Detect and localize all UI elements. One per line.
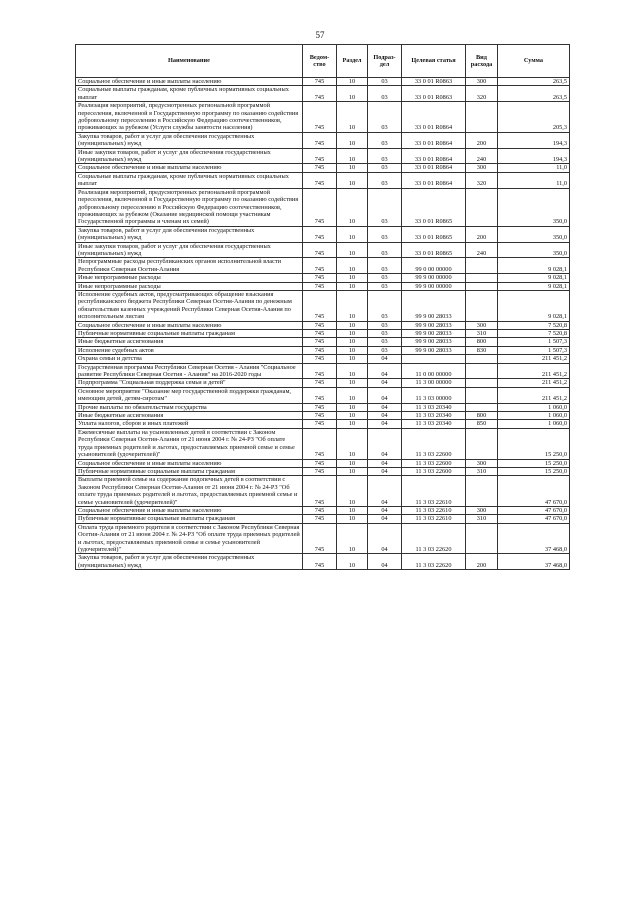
cell-ved: 745 — [303, 274, 337, 282]
cell-name: Иные непрограммные расходы — [76, 282, 303, 290]
cell-ved: 745 — [303, 554, 337, 570]
cell-podrazdel: 04 — [368, 506, 402, 514]
cell-name: Социальные выплаты гражданам, кроме публичных нормативных социальных выплат — [76, 86, 303, 102]
cell-ved: 745 — [303, 226, 337, 242]
cell-sum: 37 468,0 — [498, 554, 570, 570]
cell-ved: 745 — [303, 242, 337, 258]
cell-vid — [466, 379, 498, 387]
cell-vid — [466, 428, 498, 459]
cell-article: 33 0 01 R0864 — [402, 172, 466, 188]
cell-name: Публичные нормативные социальные выплаты гражданам — [76, 467, 303, 475]
cell-sum: 263,5 — [498, 78, 570, 86]
cell-article: 11 3 03 22620 — [402, 523, 466, 554]
cell-vid: 300 — [466, 164, 498, 172]
table-row — [76, 554, 570, 570]
cell-name: Реализация мероприятий, предусмотренных региональной программой переселения, включенной в Государственную программу по оказанию содействия добровольному переселению в Российскую Федерацию соотечественников, проживающих за рубежом (Оказание медицинской помощи участникам Государственной программы и членам их семей) — [76, 188, 303, 226]
cell-razdel: 10 — [337, 420, 368, 428]
cell-razdel: 10 — [337, 506, 368, 514]
cell-ved: 745 — [303, 515, 337, 523]
cell-podrazdel: 03 — [368, 188, 402, 226]
cell-razdel: 10 — [337, 290, 368, 321]
cell-article: 11 3 03 00000 — [402, 387, 466, 403]
cell-razdel: 10 — [337, 459, 368, 467]
cell-article: 11 3 03 22610 — [402, 515, 466, 523]
cell-razdel: 10 — [337, 132, 368, 148]
cell-podrazdel: 03 — [368, 258, 402, 274]
cell-razdel: 10 — [337, 164, 368, 172]
cell-ved: 745 — [303, 282, 337, 290]
cell-vid: 320 — [466, 86, 498, 102]
cell-vid — [466, 102, 498, 133]
cell-vid: 200 — [466, 132, 498, 148]
cell-razdel: 10 — [337, 346, 368, 354]
cell-vid: 300 — [466, 506, 498, 514]
cell-sum: 211 451,2 — [498, 363, 570, 379]
cell-razdel: 10 — [337, 387, 368, 403]
cell-razdel: 10 — [337, 467, 368, 475]
cell-podrazdel: 03 — [368, 282, 402, 290]
cell-razdel: 10 — [337, 86, 368, 102]
cell-razdel: 10 — [337, 338, 368, 346]
cell-vid: 200 — [466, 554, 498, 570]
cell-ved: 745 — [303, 476, 337, 507]
cell-ved: 745 — [303, 188, 337, 226]
cell-ved: 745 — [303, 164, 337, 172]
table-row — [76, 282, 570, 290]
cell-podrazdel: 04 — [368, 387, 402, 403]
cell-ved: 745 — [303, 290, 337, 321]
cell-article: 11 3 03 22620 — [402, 554, 466, 570]
cell-razdel: 10 — [337, 355, 368, 363]
table-row — [76, 226, 570, 242]
table-row — [76, 188, 570, 226]
cell-sum: 47 670,0 — [498, 476, 570, 507]
table-row — [76, 132, 570, 148]
table-row — [76, 172, 570, 188]
cell-ved: 745 — [303, 379, 337, 387]
cell-vid: 850 — [466, 420, 498, 428]
cell-razdel: 10 — [337, 403, 368, 411]
cell-article: 33 0 01 R0864 — [402, 148, 466, 164]
cell-name: Исполнение судебных актов — [76, 346, 303, 354]
cell-razdel: 10 — [337, 148, 368, 164]
cell-name: Исполнение судебных актов, предусматривающих обращение взыскания республиканского бюджета Республики Северная Осетия-Алания по денежным обязательствам казенных учреждений Республики Северная Осетия-Алания по исполнительным листам — [76, 290, 303, 321]
cell-vid: 310 — [466, 330, 498, 338]
cell-article: 11 3 03 22600 — [402, 428, 466, 459]
cell-article: 11 3 03 22600 — [402, 467, 466, 475]
cell-article: 11 3 03 22610 — [402, 506, 466, 514]
cell-razdel: 10 — [337, 226, 368, 242]
cell-razdel: 10 — [337, 321, 368, 329]
cell-name: Охрана семьи и детства — [76, 355, 303, 363]
cell-sum: 7 520,8 — [498, 330, 570, 338]
cell-name: Прочие выплаты по обязательствам государства — [76, 403, 303, 411]
cell-podrazdel: 03 — [368, 346, 402, 354]
cell-ved: 745 — [303, 172, 337, 188]
cell-podrazdel: 03 — [368, 321, 402, 329]
cell-vid — [466, 363, 498, 379]
cell-name: Реализация мероприятий, предусмотренных региональной программой переселения, включенной в Государственную программу по оказанию содействия добровольному переселению в Российскую Федерацию соотечественников, проживающих за рубежом (Услуги службы занятости населения) — [76, 102, 303, 133]
cell-razdel: 10 — [337, 363, 368, 379]
cell-podrazdel: 03 — [368, 290, 402, 321]
cell-razdel: 10 — [337, 515, 368, 523]
table-row — [76, 428, 570, 459]
cell-name: Ежемесячные выплаты на усыновленных детей в соответствии с Законом Республики Северная Осетия-Алания от 21 июня 2004 г. № 24-РЗ "Об оплате труда приемных родителей и льготах, предоставляемых приемной семье и семье усыновителей (удочерителей)" — [76, 428, 303, 459]
cell-razdel: 10 — [337, 282, 368, 290]
cell-article: 99 9 00 28033 — [402, 346, 466, 354]
cell-name: Иные бюджетные ассигнования — [76, 338, 303, 346]
table-row — [76, 242, 570, 258]
cell-sum: 205,3 — [498, 102, 570, 133]
cell-razdel: 10 — [337, 554, 368, 570]
cell-razdel: 10 — [337, 330, 368, 338]
table-row — [76, 506, 570, 514]
cell-vid: 830 — [466, 346, 498, 354]
cell-vid: 240 — [466, 148, 498, 164]
cell-name: Непрограммные расходы республиканских органов исполнительной власти Республики Северная Осетия-Алания — [76, 258, 303, 274]
cell-ved: 745 — [303, 355, 337, 363]
cell-podrazdel: 04 — [368, 355, 402, 363]
cell-article: 11 3 00 00000 — [402, 379, 466, 387]
cell-podrazdel: 04 — [368, 403, 402, 411]
cell-podrazdel: 03 — [368, 274, 402, 282]
cell-vid — [466, 258, 498, 274]
cell-podrazdel: 04 — [368, 459, 402, 467]
cell-sum: 9 028,1 — [498, 274, 570, 282]
table-row — [76, 164, 570, 172]
table-row — [76, 412, 570, 420]
cell-sum: 211 451,2 — [498, 387, 570, 403]
header-article: Целевая статья — [402, 45, 466, 78]
cell-ved: 745 — [303, 148, 337, 164]
cell-vid: 240 — [466, 242, 498, 258]
cell-podrazdel: 04 — [368, 515, 402, 523]
cell-podrazdel: 03 — [368, 148, 402, 164]
cell-vid — [466, 355, 498, 363]
cell-ved: 745 — [303, 346, 337, 354]
cell-podrazdel: 04 — [368, 523, 402, 554]
cell-ved: 745 — [303, 523, 337, 554]
cell-sum: 350,0 — [498, 188, 570, 226]
cell-podrazdel: 03 — [368, 78, 402, 86]
cell-name: Социальное обеспечение и иные выплаты населению — [76, 164, 303, 172]
cell-podrazdel: 04 — [368, 476, 402, 507]
cell-name: Оплата труда приемного родителя в соответствии с Законом Республики Северная Осетия-Алания от 21 июня 2004 г. № 24-РЗ "Об оплате труда приемных родителей и льготах, предоставляемых приемной семье и семье усыновителей (удочерителей)" — [76, 523, 303, 554]
cell-name: Государственная программа Республики Северная Осетия - Алания "Социальное развитие Республики Северная Осетия - Алания" на 2016-2020 годы — [76, 363, 303, 379]
cell-sum: 1 060,0 — [498, 403, 570, 411]
cell-name: Социальное обеспечение и иные выплаты населению — [76, 321, 303, 329]
table-row — [76, 523, 570, 554]
cell-razdel: 10 — [337, 258, 368, 274]
cell-vid — [466, 476, 498, 507]
cell-sum: 194,3 — [498, 148, 570, 164]
cell-name: Иные непрограммные расходы — [76, 274, 303, 282]
header-podrazdel: Подраз-дел — [368, 45, 402, 78]
cell-article: 11 3 03 20340 — [402, 412, 466, 420]
table-row — [76, 102, 570, 133]
cell-razdel: 10 — [337, 172, 368, 188]
cell-sum: 1 507,3 — [498, 338, 570, 346]
cell-vid — [466, 290, 498, 321]
cell-article: 99 9 00 00000 — [402, 282, 466, 290]
cell-podrazdel: 03 — [368, 86, 402, 102]
table-row — [76, 78, 570, 86]
cell-vid: 320 — [466, 172, 498, 188]
budget-table — [75, 44, 570, 570]
cell-razdel: 10 — [337, 412, 368, 420]
cell-article: 99 0 00 00000 — [402, 258, 466, 274]
cell-name: Иные бюджетные ассигнования — [76, 412, 303, 420]
cell-sum: 1 060,0 — [498, 420, 570, 428]
cell-name: Закупка товаров, работ и услуг для обеспечения государственных (муниципальных) нужд — [76, 132, 303, 148]
cell-article: 11 0 00 00000 — [402, 363, 466, 379]
cell-ved: 745 — [303, 467, 337, 475]
cell-vid: 800 — [466, 338, 498, 346]
cell-article: 99 9 00 28033 — [402, 338, 466, 346]
header-name: Наименование — [76, 45, 303, 78]
cell-article: 33 0 01 R0865 — [402, 226, 466, 242]
cell-razdel: 10 — [337, 523, 368, 554]
table-body — [76, 78, 570, 570]
cell-podrazdel: 03 — [368, 242, 402, 258]
cell-vid: 200 — [466, 226, 498, 242]
cell-ved: 745 — [303, 338, 337, 346]
cell-vid: 300 — [466, 459, 498, 467]
page-number: 57 — [315, 30, 325, 40]
table-row — [76, 346, 570, 354]
cell-article: 99 9 00 28033 — [402, 330, 466, 338]
cell-razdel: 10 — [337, 78, 368, 86]
cell-razdel: 10 — [337, 428, 368, 459]
table-row — [76, 459, 570, 467]
cell-sum: 7 520,8 — [498, 321, 570, 329]
cell-podrazdel: 03 — [368, 132, 402, 148]
table-row — [76, 274, 570, 282]
cell-article: 33 0 01 R0864 — [402, 164, 466, 172]
cell-ved: 745 — [303, 330, 337, 338]
header-vid: Вид расхода — [466, 45, 498, 78]
cell-razdel: 10 — [337, 274, 368, 282]
cell-ved: 745 — [303, 420, 337, 428]
cell-article: 11 3 03 20340 — [402, 420, 466, 428]
cell-name: Социальные выплаты гражданам, кроме публичных нормативных социальных выплат — [76, 172, 303, 188]
header-sum: Сумма — [498, 45, 570, 78]
cell-name: Подпрограмма "Социальная поддержка семьи и детей" — [76, 379, 303, 387]
cell-article: 11 3 03 22610 — [402, 476, 466, 507]
cell-ved: 745 — [303, 78, 337, 86]
cell-sum: 15 250,0 — [498, 467, 570, 475]
cell-article — [402, 355, 466, 363]
cell-vid: 300 — [466, 321, 498, 329]
cell-ved: 745 — [303, 321, 337, 329]
cell-podrazdel: 04 — [368, 554, 402, 570]
cell-name: Социальное обеспечение и иные выплаты населению — [76, 506, 303, 514]
cell-name: Закупка товаров, работ и услуг для обеспечения государственных (муниципальных) нужд — [76, 554, 303, 570]
table-row — [76, 379, 570, 387]
cell-razdel: 10 — [337, 102, 368, 133]
cell-ved: 745 — [303, 459, 337, 467]
cell-name: Социальное обеспечение и иные выплаты населению — [76, 78, 303, 86]
cell-article: 99 9 00 28033 — [402, 321, 466, 329]
cell-podrazdel: 03 — [368, 226, 402, 242]
cell-name: Закупка товаров, работ и услуг для обеспечения государственных (муниципальных) нужд — [76, 226, 303, 242]
cell-sum: 37 468,0 — [498, 523, 570, 554]
cell-ved: 745 — [303, 387, 337, 403]
cell-sum: 11,0 — [498, 172, 570, 188]
cell-razdel: 10 — [337, 242, 368, 258]
cell-article: 33 0 01 R0864 — [402, 102, 466, 133]
cell-sum: 47 670,0 — [498, 506, 570, 514]
cell-podrazdel: 04 — [368, 412, 402, 420]
cell-vid: 310 — [466, 467, 498, 475]
table-row — [76, 338, 570, 346]
cell-ved: 745 — [303, 86, 337, 102]
table-row — [76, 258, 570, 274]
table-row — [76, 515, 570, 523]
cell-ved: 745 — [303, 258, 337, 274]
cell-sum: 11,0 — [498, 164, 570, 172]
cell-article: 33 0 01 R0863 — [402, 78, 466, 86]
table-row — [76, 148, 570, 164]
cell-article: 11 3 03 22600 — [402, 459, 466, 467]
cell-vid — [466, 282, 498, 290]
cell-ved: 745 — [303, 506, 337, 514]
cell-ved: 745 — [303, 363, 337, 379]
cell-name: Выплаты приемной семье на содержание подопечных детей в соответствии с Законом Республики Северная Осетия-Алания от 21 июня 2004 г. № 24-РЗ "Об оплате труда приемных родителей и льготах, предоставляемых приемной семье и семье усыновителей (удочерителей)" — [76, 476, 303, 507]
cell-sum: 1 060,0 — [498, 412, 570, 420]
cell-sum: 211 451,2 — [498, 355, 570, 363]
cell-article: 33 0 01 R0864 — [402, 132, 466, 148]
cell-sum: 263,5 — [498, 86, 570, 102]
cell-razdel: 10 — [337, 476, 368, 507]
cell-name: Основное мероприятие "Оказание мер государственной поддержки гражданам, имеющим детей, детям-сиротам" — [76, 387, 303, 403]
cell-vid: 310 — [466, 515, 498, 523]
cell-podrazdel: 03 — [368, 172, 402, 188]
table-row — [76, 387, 570, 403]
cell-vid — [466, 274, 498, 282]
cell-sum: 1 507,3 — [498, 346, 570, 354]
cell-article: 33 0 01 R0865 — [402, 188, 466, 226]
cell-article: 99 9 00 00000 — [402, 274, 466, 282]
cell-article: 33 0 01 R0863 — [402, 86, 466, 102]
cell-vid — [466, 387, 498, 403]
cell-sum: 9 028,1 — [498, 258, 570, 274]
cell-sum: 194,3 — [498, 132, 570, 148]
cell-podrazdel: 04 — [368, 428, 402, 459]
cell-sum: 15 250,0 — [498, 459, 570, 467]
cell-ved: 745 — [303, 403, 337, 411]
cell-podrazdel: 03 — [368, 330, 402, 338]
cell-ved: 745 — [303, 102, 337, 133]
cell-name: Социальное обеспечение и иные выплаты населению — [76, 459, 303, 467]
cell-name: Иные закупки товаров, работ и услуг для обеспечения государственных (муниципальных) нужд — [76, 148, 303, 164]
cell-sum: 350,0 — [498, 226, 570, 242]
table-row — [76, 363, 570, 379]
cell-sum: 47 670,0 — [498, 515, 570, 523]
cell-podrazdel: 03 — [368, 164, 402, 172]
cell-podrazdel: 03 — [368, 102, 402, 133]
table-row — [76, 290, 570, 321]
cell-vid — [466, 188, 498, 226]
table-row — [76, 330, 570, 338]
cell-podrazdel: 04 — [368, 379, 402, 387]
table-row — [76, 321, 570, 329]
cell-sum: 15 250,0 — [498, 428, 570, 459]
table-header-row — [76, 45, 570, 78]
cell-sum: 211 451,2 — [498, 379, 570, 387]
cell-podrazdel: 04 — [368, 467, 402, 475]
cell-sum: 9 028,1 — [498, 290, 570, 321]
cell-article: 99 9 00 28033 — [402, 290, 466, 321]
cell-name: Уплата налогов, сборов и иных платежей — [76, 420, 303, 428]
cell-name: Публичные нормативные социальные выплаты гражданам — [76, 330, 303, 338]
cell-razdel: 10 — [337, 379, 368, 387]
cell-vid — [466, 523, 498, 554]
cell-article: 11 3 03 20340 — [402, 403, 466, 411]
cell-sum: 9 028,1 — [498, 282, 570, 290]
cell-name: Иные закупки товаров, работ и услуг для обеспечения государственных (муниципальных) нужд — [76, 242, 303, 258]
cell-razdel: 10 — [337, 188, 368, 226]
cell-podrazdel: 04 — [368, 363, 402, 379]
cell-vid — [466, 403, 498, 411]
header-ved: Ведом-ство — [303, 45, 337, 78]
table-row — [76, 403, 570, 411]
table-row — [76, 476, 570, 507]
table-row — [76, 355, 570, 363]
cell-podrazdel: 03 — [368, 338, 402, 346]
cell-vid: 300 — [466, 78, 498, 86]
cell-ved: 745 — [303, 412, 337, 420]
cell-sum: 350,0 — [498, 242, 570, 258]
cell-vid: 800 — [466, 412, 498, 420]
cell-name: Публичные нормативные социальные выплаты гражданам — [76, 515, 303, 523]
cell-ved: 745 — [303, 132, 337, 148]
table-row — [76, 467, 570, 475]
table-row — [76, 420, 570, 428]
table-row — [76, 86, 570, 102]
cell-article: 33 0 01 R0865 — [402, 242, 466, 258]
cell-ved: 745 — [303, 428, 337, 459]
cell-podrazdel: 04 — [368, 420, 402, 428]
header-razdel: Раздел — [337, 45, 368, 78]
